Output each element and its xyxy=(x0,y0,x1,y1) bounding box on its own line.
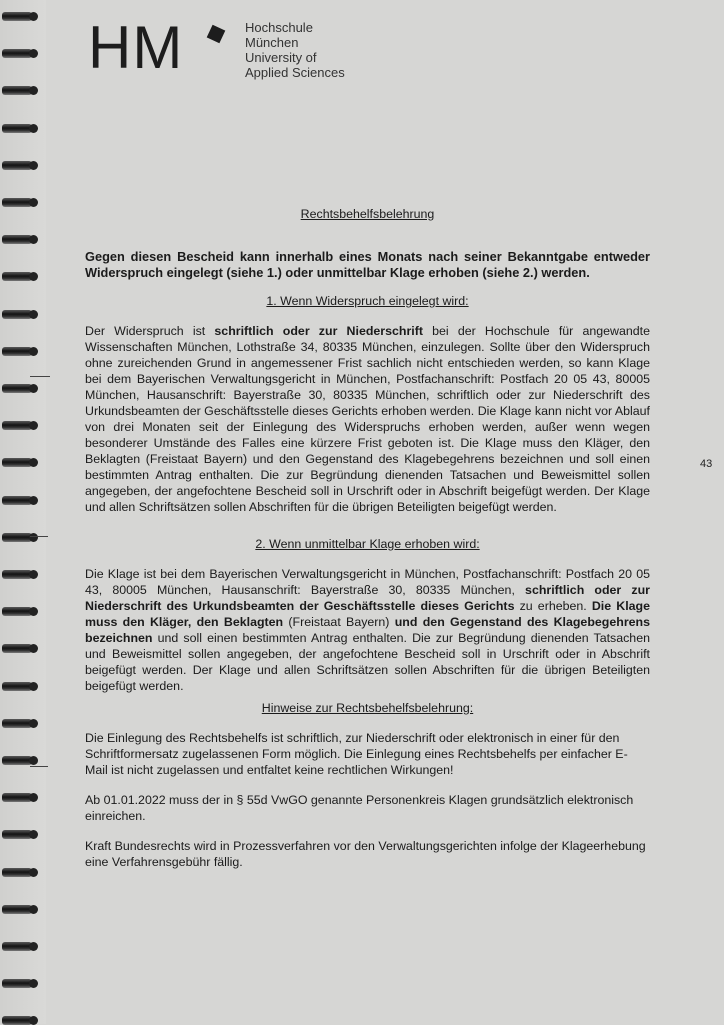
logo-line: Applied Sciences xyxy=(245,65,345,80)
spiral-coil xyxy=(2,272,32,281)
spiral-coil xyxy=(2,310,32,319)
margin-mark xyxy=(30,376,50,377)
spiral-coil xyxy=(2,756,32,765)
margin-mark xyxy=(30,536,48,537)
spiral-coil xyxy=(2,161,32,170)
spiral-coil xyxy=(2,86,32,95)
spiral-coil xyxy=(2,198,32,207)
text-run: (Freistaat Bayern) xyxy=(283,615,395,629)
margin-mark xyxy=(30,766,48,767)
intro-paragraph: Gegen diesen Bescheid kann innerhalb eines Monats nach seiner Bekanntgabe entweder Widerspruch eingelegt (siehe 1.) oder unmittelbar Klage erhoben (siehe 2.) werden. xyxy=(85,249,650,280)
hints-paragraph-1: Die Einlegung des Rechtsbehelfs ist schriftlich, zur Niederschrift oder elektronisch in einer für den Schriftformersatz zugelassenen Form möglich. Die Einlegung eines Rechtsbehelfs per einfacher E-Mail ist nicht zugelassen und entfaltet keine rechtlichen Wirkungen! xyxy=(85,731,628,777)
text-run-bold: schriftlich oder zur Niederschrift des Urkundsbeamten der Geschäftsstelle dieses Gerichts xyxy=(85,583,650,613)
spiral-coil xyxy=(2,12,32,21)
spiral-coil xyxy=(2,979,32,988)
text-run-bold: und den Gegenstand des Klagebegehrens bezeichnen xyxy=(85,615,650,645)
spiral-coil xyxy=(2,124,32,133)
spiral-coil xyxy=(2,868,32,877)
logo-line: University of xyxy=(245,50,317,65)
text-run: bei der Hochschule für angewandte Wissenschaften München, Lothstraße 34, 80335 München, einzulegen. Sollte über den Widerspruch ohne zureichenden Grund in angemessener Frist sachlich nicht entschieden werden, so kann Klage bei dem Bayerischen Verwaltungsgericht in München, Postfachanschrift: Postfach 20 05 43, 80005 München, Hausanschrift: Bayerstraße 30, 80335 München, schriftlich oder zur Niederschrift des Urkundsbeamten der Geschäftsstelle dieses Gerichts erhoben werden. Die Klage kann nicht vor Ablauf von drei Monaten seit der Einlegung des Widerspruchs erhoben werden, außer wenn wegen besonderer Umstände des Falles eine kürzere Frist geboten ist. Die Klage muss den Kläger, den Beklagten (Freistaat Bayern) und den Gegenstand des Klagebegehrens bezeichnen und soll einen bestimmten Antrag enthalten. Die zur Begründung dienenden Tatsachen und Beweismittel sollen angegeben, der angefochtene Bescheid soll in Urschrift oder in Abschrift beigefügt werden. Der Klage und allen Schriftsätzen sollen Abschriften für die übrigen Beteiligten beigefügt werden. xyxy=(85,324,650,514)
logo-line: Hochschule xyxy=(245,20,313,35)
spiral-coil xyxy=(2,235,32,244)
logo-mark: HM xyxy=(88,14,184,81)
spiral-coil xyxy=(2,644,32,653)
section1-heading: 1. Wenn Widerspruch eingelegt wird: xyxy=(266,294,469,308)
spiral-coil xyxy=(2,421,32,430)
section2-heading: 2. Wenn unmittelbar Klage erhoben wird: xyxy=(255,537,480,551)
spiral-coil xyxy=(2,719,32,728)
page-number: 43 xyxy=(700,458,713,470)
spiral-coil xyxy=(2,496,32,505)
spiral-coil xyxy=(2,607,32,616)
spiral-coil xyxy=(2,905,32,914)
spiral-coil xyxy=(2,533,32,542)
spiral-coil xyxy=(2,49,32,58)
section1-paragraph xyxy=(85,323,650,515)
spiral-coil xyxy=(2,570,32,579)
text-run-bold: schriftlich oder zur Niederschrift xyxy=(214,324,423,338)
spiral-binding xyxy=(0,0,46,1024)
spiral-coil xyxy=(2,347,32,356)
document-title: Rechtsbehelfsbelehrung xyxy=(300,207,435,221)
spiral-coil xyxy=(2,682,32,691)
spiral-coil xyxy=(2,793,32,802)
logo-diamond-icon xyxy=(207,25,226,44)
text-run: zu erheben. xyxy=(514,599,592,613)
hm-logo xyxy=(88,14,388,81)
spiral-coil xyxy=(2,384,32,393)
text-run: Die Klage ist bei dem Bayerischen Verwaltungsgericht in München, Postfachanschrift: Postfach 20 05 43, 80005 München, Hausanschrift: Bayerstraße 30, 80335 München, xyxy=(85,567,650,597)
hints-paragraph-2: Ab 01.01.2022 muss der in § 55d VwGO genannte Personenkreis Klagen grundsätzlich elektronisch einreichen. xyxy=(85,793,634,823)
logo-wordmark xyxy=(245,20,345,80)
spiral-coil xyxy=(2,458,32,467)
spiral-coil xyxy=(2,942,32,951)
logo-line: München xyxy=(245,35,299,50)
spiral-coil xyxy=(2,830,32,839)
text-run-bold: Die Klage muss den Kläger, den Beklagten xyxy=(85,599,650,629)
text-run: und soll einen bestimmten Antrag enthalten. Die zur Begründung dienenden Tatsachen und Beweismittel sollen angegeben, der angefochtene Bescheid soll in Urschrift oder in Abschrift beigefügt werden. Der Klage und allen Schriftsätzen sollen Abschriften für die übrigen Beteiligten beigefügt werden. xyxy=(85,631,650,693)
hints-paragraph-3: Kraft Bundesrechts wird in Prozessverfahren vor den Verwaltungsgerichten infolge der Klageerhebung eine Verfahrensgebühr fällig. xyxy=(85,839,646,869)
hints-heading: Hinweise zur Rechtsbehelfsbelehrung: xyxy=(261,701,474,715)
section2-paragraph xyxy=(85,566,650,694)
text-run: Der Widerspruch ist xyxy=(85,324,215,338)
